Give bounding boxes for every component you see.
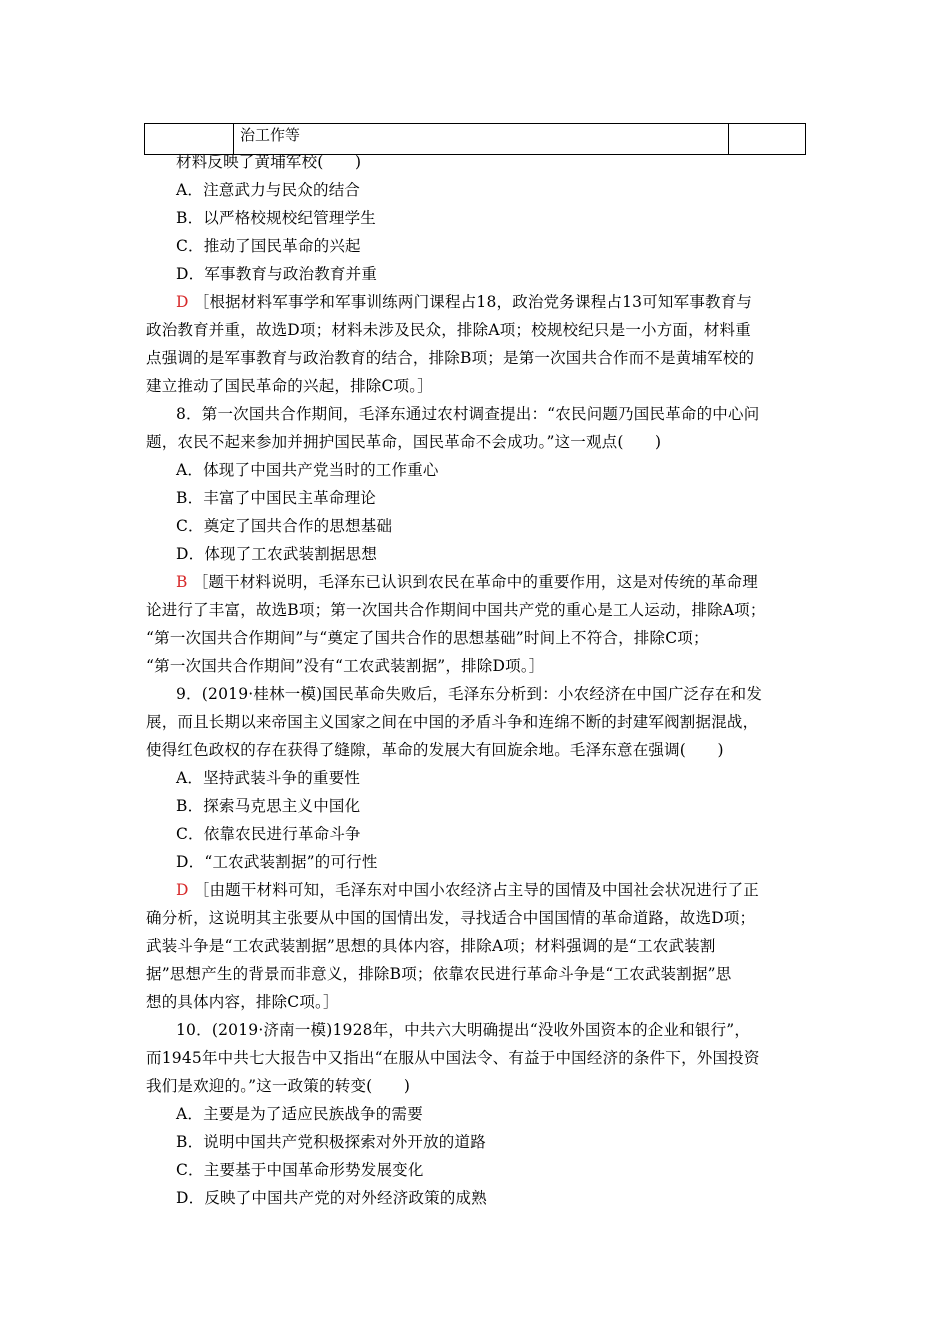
q9-explanation-line: 据”思想产生的背景而非意义，排除B项；依靠农民进行革命斗争是“工农武装割据”思 xyxy=(146,965,732,983)
q9-stem: 9．(2019·桂林一模)国民革命失败后，毛泽东分析到：小农经济在中国广泛存在和发 xyxy=(176,685,763,703)
q9-option-a: A．坚持武装斗争的重要性 xyxy=(176,769,361,787)
q7-explanation-line: D ［根据材料军事学和军事训练两门课程占18，政治党务课程占13可知军事教育与 xyxy=(176,293,753,311)
q10-option-b: B．说明中国共产党积极探索对外开放的道路 xyxy=(176,1133,486,1151)
q8-explanation-line: “第一次国共合作期间”与“奠定了国共合作的思想基础”时间上不符合，排除C项； xyxy=(146,629,709,647)
q7-explanation-line: 政治教育并重，故选D项；材料未涉及民众，排除A项；校规校纪只是一小方面，材料重 xyxy=(146,321,751,339)
table-cell xyxy=(145,124,234,155)
q8-option-b: B．丰富了中国民主革命理论 xyxy=(176,489,376,507)
q8-option-a: A．体现了中国共产党当时的工作重心 xyxy=(176,461,439,479)
q10-stem: 10．(2019·济南一模)1928年，中共六大明确提出“没收外国资本的企业和银行”， xyxy=(176,1021,751,1039)
q8-stem: 题，农民不起来参加并拥护国民革命，国民革命不会成功。”这一观点( ) xyxy=(146,433,662,451)
q10-stem: 我们是欢迎的。”这一政策的转变( ) xyxy=(146,1077,411,1095)
q7-option-a: A．注意武力与民众的结合 xyxy=(176,181,361,199)
q10-option-a: A．主要是为了适应民族战争的需要 xyxy=(176,1105,423,1123)
q8-explanation-line: 论进行了丰富，故选B项；第一次国共合作期间中国共产党的重心是工人运动，排除A项； xyxy=(146,601,766,619)
q10-option-c: C．主要基于中国革命形势发展变化 xyxy=(176,1161,424,1179)
table-cell: 治工作等 xyxy=(234,124,729,155)
q9-option-d: D．“工农武装割据”的可行性 xyxy=(176,853,378,871)
q8-stem: 8．第一次国共合作期间，毛泽东通过农村调查提出：“农民问题乃国民革命的中心问 xyxy=(176,405,760,423)
q8-explanation-line: “第一次国共合作期间”没有“工农武装割据”，排除D项。］ xyxy=(146,657,545,675)
q9-answer: D xyxy=(176,881,189,899)
q9-explanation-line: 想的具体内容，排除C项。］ xyxy=(146,993,339,1011)
q8-explanation-line: B ［题干材料说明，毛泽东已认识到农民在革命中的重要作用，这是对传统的革命理 xyxy=(176,573,758,591)
q9-explanation-line: 武装斗争是“工农武装割据”思想的具体内容，排除A项；材料强调的是“工农武装割 xyxy=(146,937,716,955)
q9-explanation-line: D ［由题干材料可知，毛泽东对中国小农经济占主导的国情及中国社会状况进行了正 xyxy=(176,881,759,899)
q8-option-c: C．奠定了国共合作的思想基础 xyxy=(176,517,393,535)
q7-option-d: D．军事教育与政治教育并重 xyxy=(176,265,378,283)
table-row xyxy=(145,124,806,155)
q7-stem-tail: 材料反映了黄埔军校( ) xyxy=(176,153,362,171)
q7-answer: D xyxy=(176,293,189,311)
q7-option-b: B．以严格校规校纪管理学生 xyxy=(176,209,376,227)
q8-option-d: D．体现了工农武装割据思想 xyxy=(176,545,378,563)
q10-option-d: D．反映了中国共产党的对外经济政策的成熟 xyxy=(176,1189,487,1207)
q9-option-b: B．探索马克思主义中国化 xyxy=(176,797,361,815)
table-cell xyxy=(729,124,806,155)
q10-stem: 而1945年中共七大报告中又指出“在服从中国法令、有益于中国经济的条件下，外国投资 xyxy=(146,1049,760,1067)
q9-explanation-line: 确分析，这说明其主张要从中国的国情出发，寻找适合中国国情的革命道路，故选D项； xyxy=(146,909,756,927)
q7-option-c: C．推动了国民革命的兴起 xyxy=(176,237,361,255)
q9-option-c: C．依靠农民进行革命斗争 xyxy=(176,825,361,843)
q8-answer: B xyxy=(176,573,188,591)
q9-stem: 使得红色政权的存在获得了缝隙，革命的发展大有回旋余地。毛泽东意在强调( ) xyxy=(146,741,724,759)
q7-explanation-line: 建立推动了国民革命的兴起，排除C项。］ xyxy=(146,377,433,395)
q7-explanation-line: 点强调的是军事教育与政治教育的结合，排除B项；是第一次国共合作而不是黄埔军校的 xyxy=(146,349,755,367)
q9-stem: 展，而且长期以来帝国主义国家之间在中国的矛盾斗争和连绵不断的封建军阀割据混战， xyxy=(146,713,759,731)
